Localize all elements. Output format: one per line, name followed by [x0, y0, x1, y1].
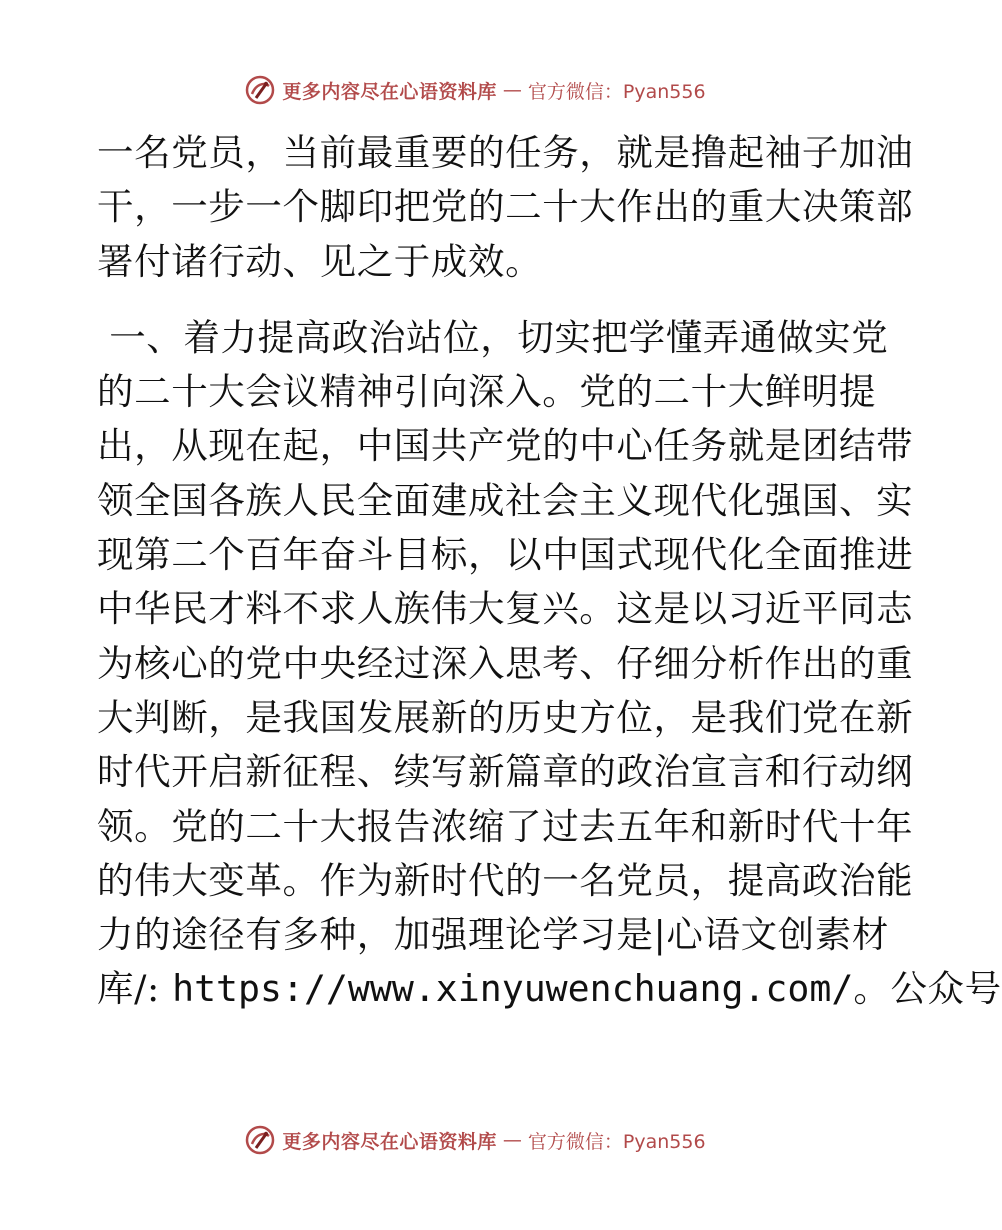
text-line: 力的途径有多种，加强理论学习是|心语文创素材: [97, 913, 889, 957]
watermark-text: 更多内容尽在心语资料库: [282, 1130, 497, 1153]
line-suffix: 。公众号: [853, 967, 1002, 1011]
text-line: 署付诸行动、见之于成效。: [97, 239, 543, 283]
text-line: 一、着力提高政治站位，切实把学懂弄通做实党: [97, 315, 889, 359]
paragraph-1: [97, 126, 914, 289]
text-line: 领。党的二十大报告浓缩了过去五年和新时代十年: [97, 804, 914, 848]
website-link[interactable]: https://www.xinyuwenchuang.com/: [172, 967, 854, 1011]
text-line: 大判断，是我国发展新的历史方位，是我们党在新: [97, 695, 914, 739]
brand-logo-icon: [244, 74, 276, 106]
text-line: 的伟大变革。作为新时代的一名党员，提高政治能: [97, 858, 914, 902]
text-line: 时代开启新征程、续写新篇章的政治宣言和行动纲: [97, 750, 914, 794]
footer-watermark: [0, 1122, 950, 1158]
text-line: 中华民才料不求人族伟大复兴。这是以习近平同志: [97, 587, 914, 631]
header-watermark: [0, 72, 950, 108]
watermark-separator: —: [502, 1129, 522, 1151]
watermark-wechat: 官方微信：Pyan556: [527, 80, 706, 103]
text-line-with-url: [97, 962, 1002, 1016]
text-line: 领全国各族人民全面建成社会主义现代化强国、实: [97, 478, 914, 522]
text-line: 的二十大会议精神引向深入。党的二十大鲜明提: [97, 370, 877, 414]
paragraph-2: [97, 311, 1002, 1017]
text-line: 干，一步一个脚印把党的二十大作出的重大决策部: [97, 185, 914, 229]
text-line: 为核心的党中央经过深入思考、仔细分析作出的重: [97, 641, 914, 685]
watermark-separator: —: [502, 79, 522, 101]
watermark-wechat: 官方微信：Pyan556: [527, 1130, 706, 1153]
watermark-text: 更多内容尽在心语资料库: [282, 80, 497, 103]
brand-logo-icon: [244, 1124, 276, 1156]
text-line: 一名党员，当前最重要的任务，就是撸起袖子加油: [97, 131, 914, 174]
document-body: [97, 126, 1002, 1017]
text-line: 出，从现在起，中国共产党的中心任务就是团结带: [97, 424, 914, 468]
paragraph-gap: [97, 289, 857, 311]
line-prefix: 库/:: [97, 967, 173, 1011]
text-line: 现第二个百年奋斗目标，以中国式现代化全面推进: [97, 533, 914, 577]
